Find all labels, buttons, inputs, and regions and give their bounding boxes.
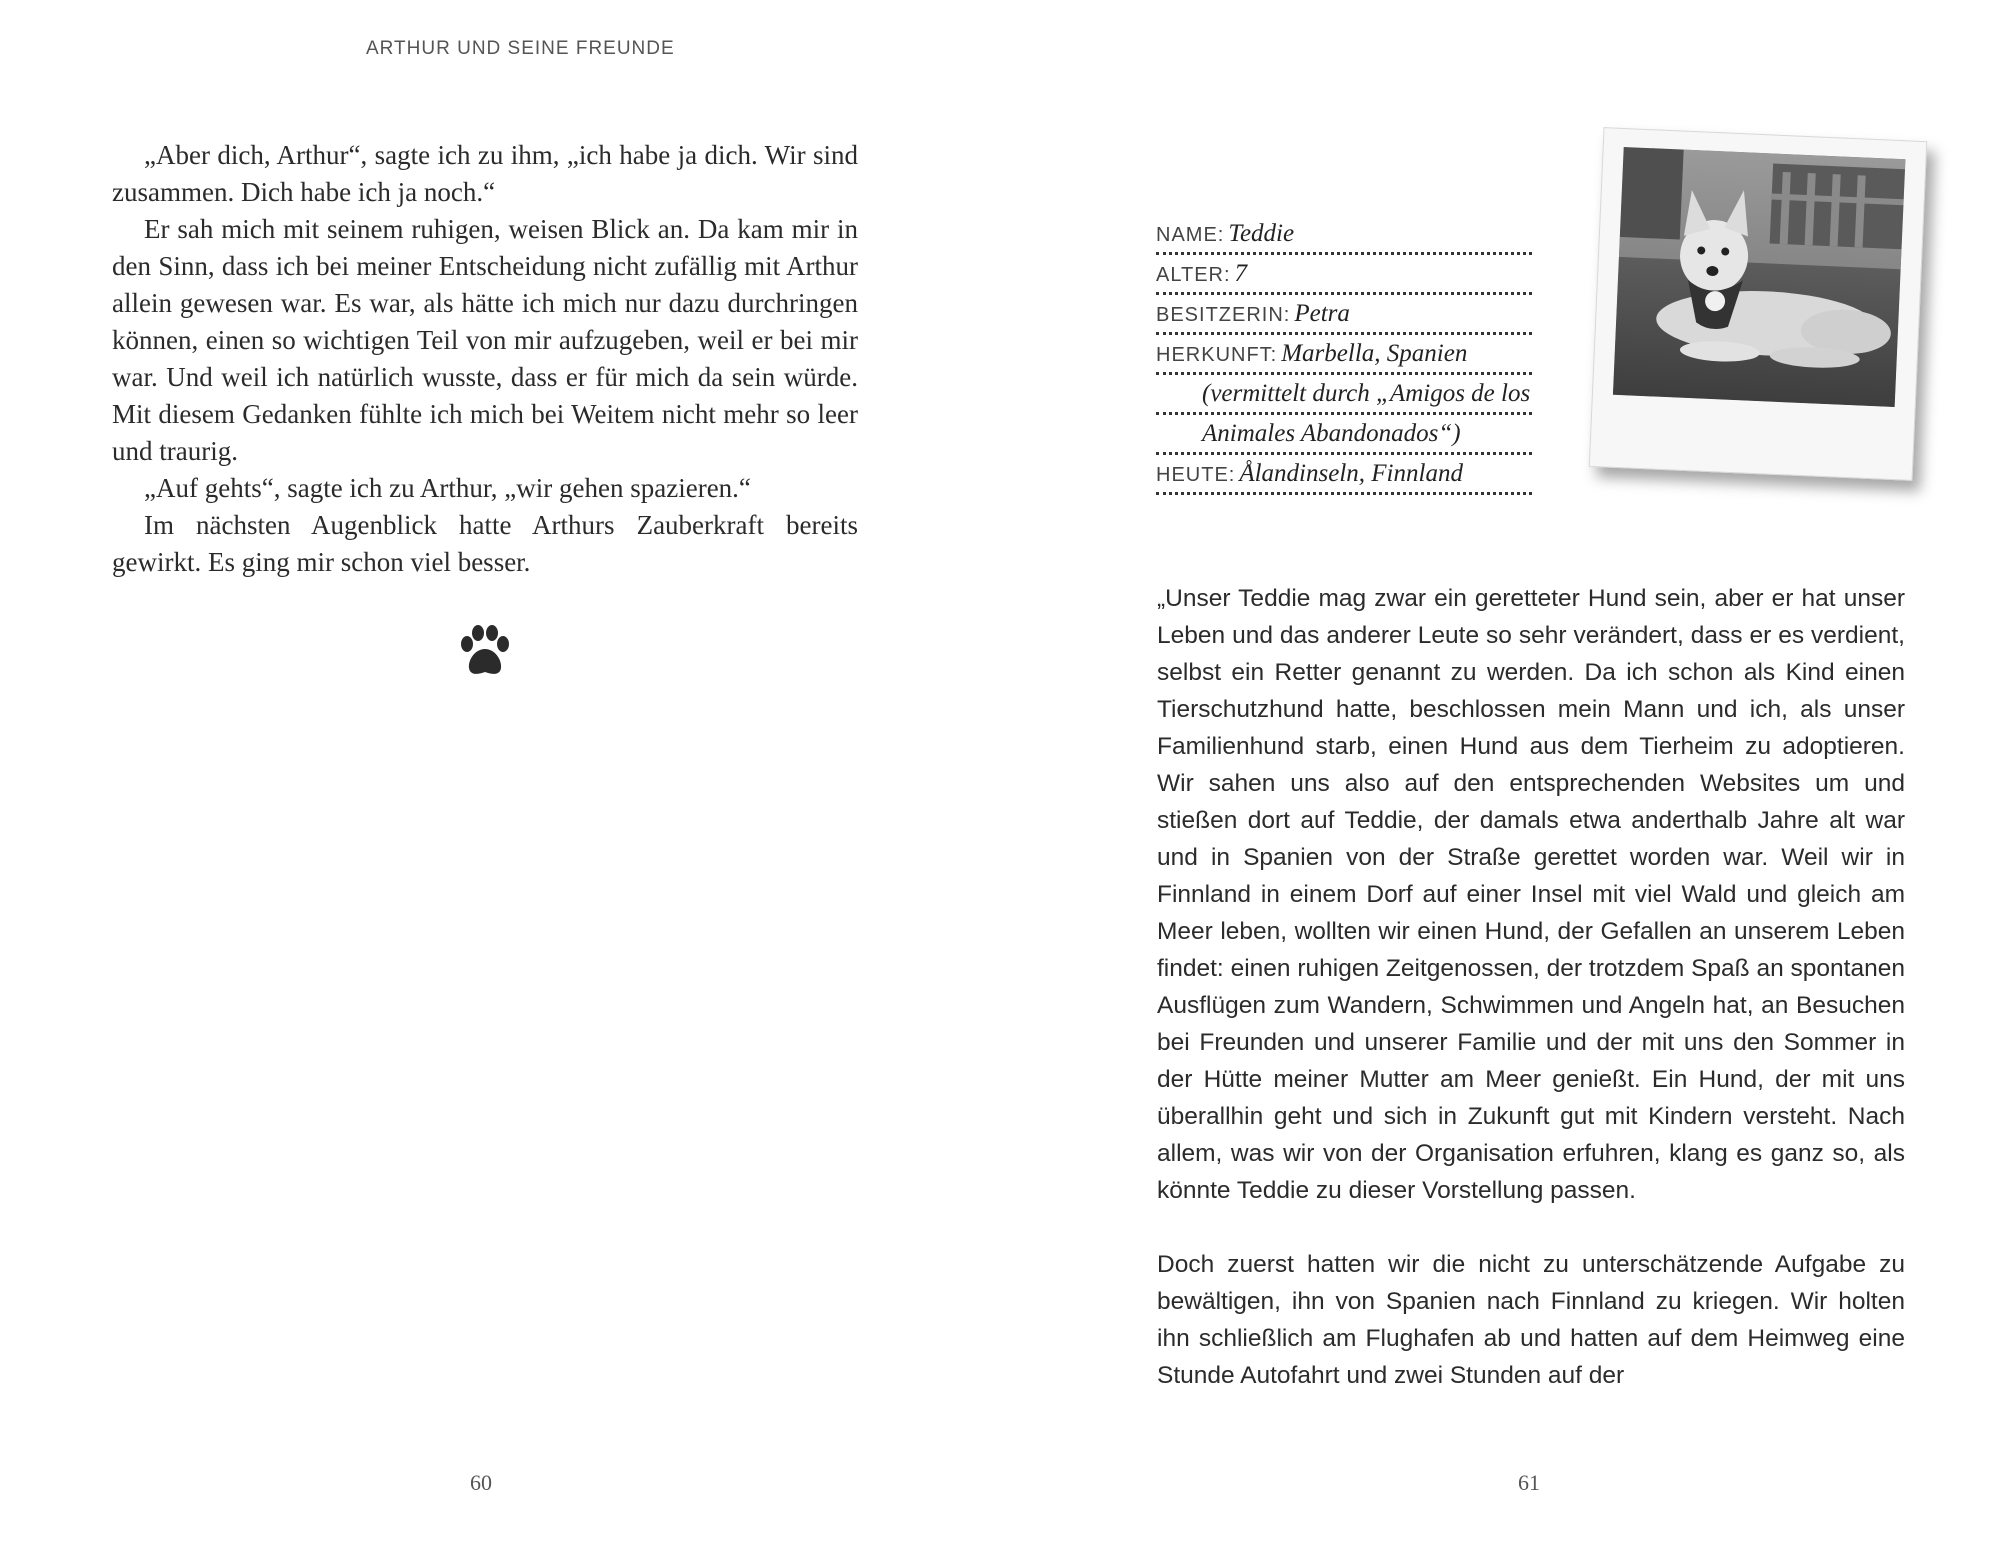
dog-photo <box>1613 147 1906 407</box>
profile-row-origin-cont <box>1156 415 1532 455</box>
profile-value: Teddie <box>1228 220 1295 247</box>
dog-photo-icon <box>1613 147 1906 407</box>
profile-label: NAME: <box>1156 224 1225 246</box>
profile-row-owner <box>1156 295 1532 335</box>
profile-label: ALTER: <box>1156 264 1231 286</box>
profile-row-origin <box>1156 335 1532 375</box>
paragraph: „Aber dich, Arthur“, sagte ich zu ihm, „ich habe ja dich. Wir sind zusammen. Dich habe ich ja noch.“ <box>112 140 858 207</box>
paragraph: „Auf gehts“, sagte ich zu Arthur, „wir gehen spazieren.“ <box>144 473 751 503</box>
profile-value: Petra <box>1294 300 1350 327</box>
profile-value: Animales Abandonados“) <box>1202 420 1461 447</box>
dog-profile-card <box>1156 215 1532 495</box>
running-head: ARTHUR UND SEINE FREUNDE <box>366 38 675 59</box>
profile-label: HERKUNFT: <box>1156 344 1278 366</box>
page-number: 61 <box>1518 1470 1540 1495</box>
paragraph: Doch zuerst hatten wir die nicht zu unterschätzende Aufgabe zu bewältigen, ihn von Spanien nach Finnland zu kriegen. Wir holten ihn schließlich am Flughafen ab und hatten auf dem Heimweg eine Stunde Autofahrt und zwei Stunden auf der <box>1157 1251 1905 1389</box>
paragraph: „Unser Teddie mag zwar ein geretteter Hund sein, aber er hat unser Leben und das anderer Leute so sehr verändert, dass er es verdient, selbst ein Retter genannt zu werden. Da ich schon als Kind einen Tierschutzhund hatte, beschlossen mein Mann und ich, als unser Familienhund starb, einen Hund aus dem Tierheim zu adoptieren. Wir sahen uns also auf den entsprechenden Websites um und stießen dort auf Teddie, der damals etwa anderthalb Jahre alt war und in Spanien von der Straße gerettet worden war. Weil wir in Finnland in einem Dorf auf einer Insel mit viel Wald und gleich am Meer leben, wollten wir einen Hund, der Gefallen an unserem Leben findet: einen ruhigen Zeitgenossen, der trotzdem Spaß an spontanen Ausflügen zum Wandern, Schwimmen und Angeln hat, an Besuchen bei Freunden und unserer Familie und der mit uns den Sommer in der Hütte meiner Mutter am Meer genießt. Ein Hund, der mit uns überallhin geht und sich in Zukunft gut mit Kindern versteht. Nach allem, was wir von der Organisation erfuhren, klang es ganz so, als könnte Teddie zu dieser Vorstellung passen. <box>1157 585 1905 1204</box>
profile-row-name <box>1156 215 1532 255</box>
left-body-text <box>112 137 858 581</box>
polaroid-photo-frame <box>1589 127 1928 481</box>
paragraph: Im nächsten Augenblick hatte Arthurs Zauberkraft bereits gewirkt. Es ging mir schon viel besser. <box>112 510 858 577</box>
profile-value: Marbella, Spanien <box>1281 340 1468 367</box>
profile-row-today <box>1156 455 1532 495</box>
right-body-text <box>1157 580 1905 1394</box>
profile-label: BESITZERIN: <box>1156 304 1291 326</box>
profile-value: Ålandinseln, Finnland <box>1239 460 1463 487</box>
profile-row-age <box>1156 255 1532 295</box>
right-page <box>1000 0 2000 1556</box>
profile-value: 7 <box>1234 260 1248 287</box>
paragraph: Er sah mich mit seinem ruhigen, weisen Blick an. Da kam mir in den Sinn, dass ich bei meiner Entscheidung nicht zufällig mit Arthur allein gewesen war. Es war, als hätte ich mich nur dazu durchringen können, einen so wichtigen Teil von mir aufzugeben, weil er bei mir war. Und weil ich natürlich wusste, dass er für mich da sein würde. Mit diesem Gedanken fühlte ich mich bei Weitem nicht mehr so leer und traurig. <box>112 214 858 466</box>
paw-print-icon <box>455 622 515 682</box>
profile-row-origin-cont <box>1156 375 1532 415</box>
page-number: 60 <box>470 1470 492 1495</box>
profile-value: (vermittelt durch „Amigos de los <box>1202 380 1531 407</box>
profile-label: HEUTE: <box>1156 464 1236 486</box>
